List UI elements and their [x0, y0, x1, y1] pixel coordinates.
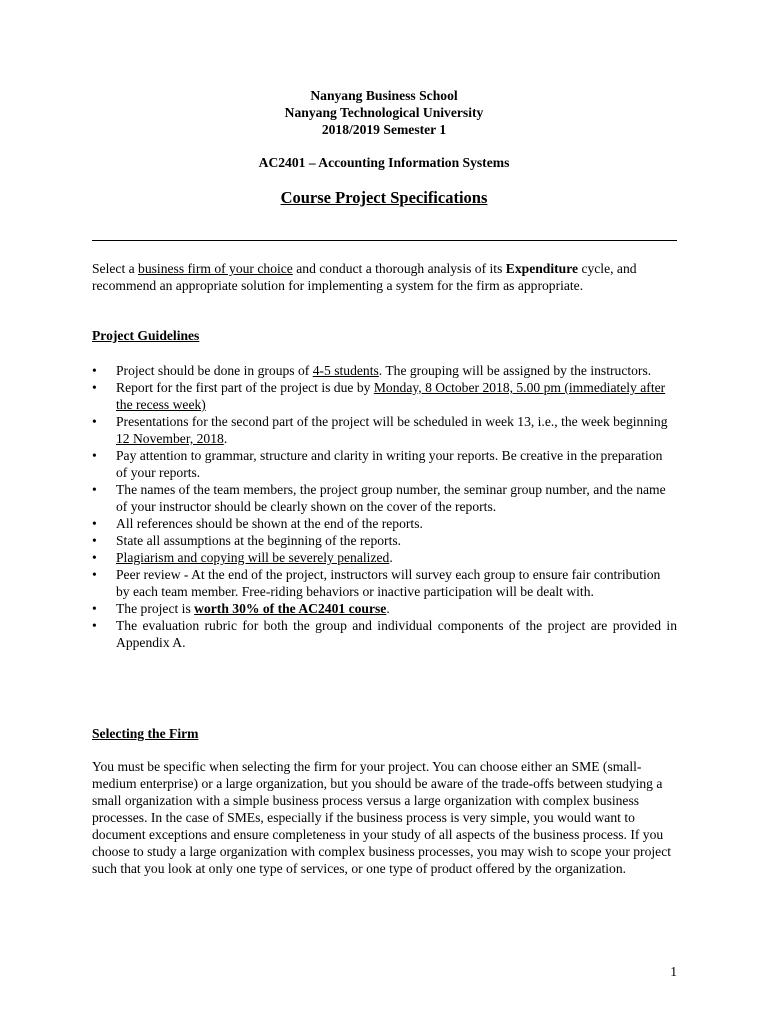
list-item-text: Peer review - At the end of the project, instructors will survey each group to ensure fair contribution by each team member. Free-riding behaviors or inactive participation will be dealt with. — [116, 567, 661, 599]
list-item — [92, 379, 677, 413]
university-name: Nanyang Technological University — [284, 105, 484, 120]
list-item — [92, 549, 677, 566]
bullet-icon: • — [92, 448, 97, 463]
list-item — [92, 532, 677, 549]
intro-paragraph — [92, 260, 677, 294]
bullet-icon: • — [92, 482, 97, 497]
selecting-firm-heading: Selecting the Firm — [92, 726, 199, 741]
list-item — [92, 566, 677, 600]
list-item-text: The names of the team members, the project group number, the seminar group number, and the name of your instructor should be clearly shown on the cover of the reports. — [116, 482, 666, 514]
list-item-text: . — [223, 431, 228, 446]
list-item-text: Project should be done in groups of — [116, 363, 313, 378]
intro-text-1: Select a — [92, 261, 139, 276]
list-item-text: Presentations for the second part of the project will be scheduled in week 13, i.e., the week beginning — [116, 414, 668, 429]
list-item-text: The project is — [116, 601, 195, 616]
intro-text-2: and conduct a thorough analysis of its — [292, 261, 506, 276]
course-name: AC2401 – Accounting Information Systems — [258, 155, 510, 170]
list-item-underlined: Plagiarism and copying will be severely penalized — [116, 550, 390, 565]
bullet-icon: • — [92, 618, 97, 633]
list-item-text: Pay attention to grammar, structure and clarity in writing your reports. Be creative in the preparation of your reports. — [116, 448, 663, 480]
list-item — [92, 515, 677, 532]
bullet-icon: • — [92, 533, 97, 548]
header-divider — [92, 240, 677, 241]
guidelines-list — [92, 362, 677, 651]
selecting-firm-paragraph: You must be specific when selecting the firm for your project. You can choose either an SME (small-medium enterprise) or a large organization, but you should be aware of the trade-offs between studying a small organization with a simple business process versus a large organization with complex business processes. In the case of SMEs, especially if the business process is very simple, you would want to document exceptions and ensure completeness in your study of all aspects of the business process. If you choose to study a large organization with complex business processes, you may wish to scope your project such that you look at only one type of services, or one type of product offered by the organization. — [92, 759, 672, 876]
list-item-text: . — [389, 550, 393, 565]
list-item-text: All references should be shown at the end of the reports. — [116, 516, 423, 531]
bullet-icon: • — [92, 601, 97, 616]
intro-text-3: cycle, and recommend an appropriate solution for implementing a system for the firm as appropriate. — [92, 261, 637, 293]
bullet-icon: • — [92, 516, 97, 531]
list-item-underlined: Monday, 8 October 2018, 5.00 pm (immediately after the recess week) — [116, 380, 666, 412]
list-item — [92, 413, 677, 447]
bullet-icon: • — [92, 363, 97, 378]
document-title: Course Project Specifications — [280, 188, 488, 207]
list-item — [92, 617, 677, 651]
semester-label: 2018/2019 Semester 1 — [321, 122, 447, 137]
list-item-text: Report for the first part of the project is due by — [116, 380, 374, 395]
list-item — [92, 362, 677, 379]
bullet-icon: • — [92, 550, 97, 565]
list-item-text: State all assumptions at the beginning of the reports. — [116, 533, 402, 548]
list-item-underlined: 4-5 students — [312, 363, 379, 378]
list-item-text: . — [386, 601, 390, 616]
bullet-icon: • — [92, 414, 97, 429]
list-item — [92, 447, 677, 481]
list-item-text: The evaluation rubric for both the group and individual components of the project are provided in Appendix A. — [116, 618, 677, 650]
list-item — [92, 481, 677, 515]
intro-underlined-phrase: business firm of your choice — [138, 261, 293, 276]
bullet-icon: • — [92, 380, 97, 395]
list-item — [92, 600, 677, 617]
list-item-underlined-bold: worth 30% of the AC2401 course — [194, 601, 387, 616]
project-guidelines-heading: Project Guidelines — [92, 328, 200, 343]
intro-bold-word: Expenditure — [505, 261, 579, 276]
page-number: 1 — [670, 964, 677, 979]
bullet-icon: • — [92, 567, 97, 582]
list-item-text: . The grouping will be assigned by the instructors. — [378, 363, 652, 378]
list-item-underlined: 12 November, 2018 — [116, 431, 224, 446]
school-name: Nanyang Business School — [310, 88, 458, 103]
